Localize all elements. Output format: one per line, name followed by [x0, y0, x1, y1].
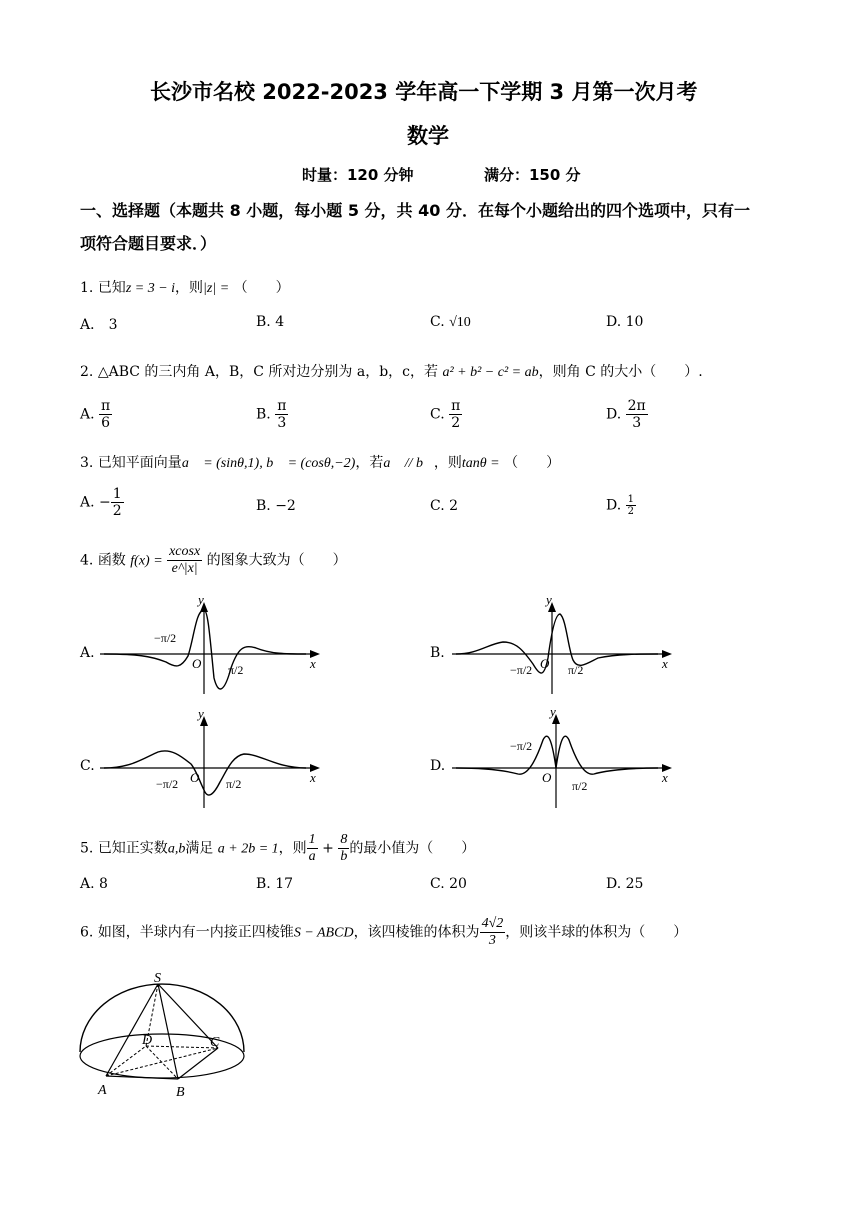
option-b: B. 17 — [256, 876, 294, 892]
question-text: 已知正实数 — [97, 840, 168, 857]
graph-c — [96, 712, 326, 810]
hemisphere-figure — [72, 968, 252, 1100]
math-expression: a⃗ // b⃗ — [383, 456, 434, 471]
origin-label: O — [540, 656, 550, 671]
section-heading: 一、选择题（本题共 8 小题，每小题 5 分，共 40 分．在每个小题给出的四个选项中，只有一 — [80, 201, 750, 220]
answer-blank: （ ） — [233, 280, 290, 296]
option-a: A. 8 — [80, 876, 108, 892]
graph-d — [448, 710, 678, 810]
question-number: 1. — [80, 280, 94, 296]
option-c: C. 20 — [430, 876, 467, 892]
option-c: C. 2 — [430, 498, 459, 514]
vertex-label-d: D — [142, 1033, 153, 1048]
option-a: A. $\frac{\pi}{6}$ — [80, 398, 111, 431]
question-text: 满足 — [185, 840, 214, 857]
vertex-label-c: C — [210, 1035, 220, 1050]
fraction-denominator: e^|x| — [171, 561, 198, 576]
question-text: ，则角 C 的大小（ ）. — [538, 364, 703, 380]
tick-label: −π/2 — [510, 663, 533, 677]
tick-label: π/2 — [228, 663, 244, 677]
question-text: 函数 — [97, 552, 126, 569]
question-text: ，则该半球的体积为（ ） — [505, 924, 688, 941]
question-text: 已知 — [97, 280, 126, 296]
math-expression: |z| = — [203, 281, 230, 296]
option-a: A． 3 — [80, 317, 118, 333]
time-label: 时量：120 分钟 — [302, 166, 414, 184]
x-axis-label: x — [310, 770, 316, 785]
question-text: 的最小值为（ ） — [349, 840, 476, 857]
option-d: D. 10 — [606, 314, 644, 330]
y-axis-label: y — [546, 598, 552, 607]
question-number: 3. — [80, 455, 94, 471]
option-c: C. $\frac{\pi}{2}$ — [430, 398, 461, 431]
question-text: ，则 — [278, 840, 307, 857]
x-axis-label: x — [662, 770, 668, 785]
math-expression: a⃗ = (sinθ,1), b⃗ = (cosθ,−2) — [181, 456, 356, 471]
question-text: △ABC 的三内角 A，B，C 所对边分别为 a，b，c，若 — [97, 364, 439, 380]
origin-label: O — [192, 656, 202, 671]
exam-title: 长沙市名校 2022-2023 学年高一下学期 3 月第一次月考 — [150, 80, 698, 104]
math-expression: a² + b² − c² = ab — [442, 365, 539, 380]
question-text: 已知平面向量 — [97, 455, 182, 471]
tick-label: −π/2 — [510, 739, 533, 753]
subject-title: 数学 — [407, 124, 449, 148]
graph-c-label: C. — [80, 758, 95, 774]
question-text: 的图象大致为（ ） — [206, 552, 347, 569]
question-2 — [80, 361, 703, 381]
math-expression: z = 3 − i — [125, 281, 176, 296]
option-b: B. $\frac{\pi}{3}$ — [256, 398, 287, 431]
fraction-numerator: 4√2 — [481, 916, 504, 931]
tick-label: −π/2 — [156, 777, 179, 791]
option-a: A. − $\frac{1}{2}$ — [80, 486, 122, 519]
math-expression: a,b — [167, 841, 186, 857]
question-5: 5. 已知正实数a,b满足 a + 2b = 1，则 $\frac{1}{a}$ + $\frac{8}{b}$ 的最小值为（ ） — [80, 832, 476, 864]
question-number: 6. — [80, 924, 94, 941]
fraction-numerator: xcosx — [169, 544, 201, 559]
y-axis-label: y — [550, 710, 556, 719]
x-axis-label: x — [662, 656, 668, 671]
graph-a — [96, 598, 326, 696]
graph-d-label: D. — [430, 758, 446, 774]
option-b: B. −2 — [256, 498, 296, 514]
graph-b-label: B. — [430, 645, 445, 661]
question-6 — [80, 916, 687, 949]
question-text: ，则 — [433, 455, 462, 471]
question-text: ，若 — [355, 455, 384, 471]
score-label: 满分：150 分 — [484, 166, 581, 184]
question-3 — [80, 452, 560, 472]
vertex-label-a: A — [98, 1083, 107, 1098]
math-expression: tanθ = — [461, 456, 500, 471]
math-expression: f(x) = — [130, 553, 163, 569]
question-number: 4. — [80, 552, 94, 569]
origin-label: O — [190, 770, 200, 785]
tick-label: π/2 — [568, 663, 584, 677]
option-d: D. 25 — [606, 876, 644, 892]
graph-a-label: A. — [80, 645, 95, 661]
graph-b — [448, 598, 678, 696]
origin-label: O — [542, 770, 552, 785]
y-axis-label: y — [198, 598, 204, 607]
answer-blank: （ ） — [504, 455, 561, 471]
option-c: C. √10 — [430, 314, 471, 330]
question-text: 如图，半球内有一内接正四棱锥 — [97, 924, 294, 941]
math-expression: S − ABCD — [293, 925, 354, 941]
tick-label: −π/2 — [154, 631, 177, 645]
question-text: ，该四棱锥的体积为 — [353, 924, 480, 941]
question-1 — [80, 277, 290, 297]
x-axis-label: x — [310, 656, 316, 671]
option-d: D. $\frac{1}{2}$ — [606, 494, 635, 517]
tick-label: π/2 — [226, 777, 242, 791]
option-d: D. $\frac{2\pi}{3}$ — [606, 398, 646, 431]
y-axis-label: y — [198, 712, 204, 721]
vertex-label-s: S — [154, 971, 161, 986]
fraction-denominator: 3 — [488, 933, 496, 948]
question-4 — [80, 544, 347, 577]
tick-label: π/2 — [572, 779, 588, 793]
question-number: 5. — [80, 840, 94, 857]
question-number: 2. — [80, 364, 94, 380]
section-heading-cont: 项符合题目要求．） — [80, 234, 217, 253]
math-expression: a + 2b = 1 — [217, 841, 279, 857]
option-b: B. 4 — [256, 314, 285, 330]
vertex-label-b: B — [176, 1085, 185, 1100]
question-text: ，则 — [175, 280, 204, 296]
